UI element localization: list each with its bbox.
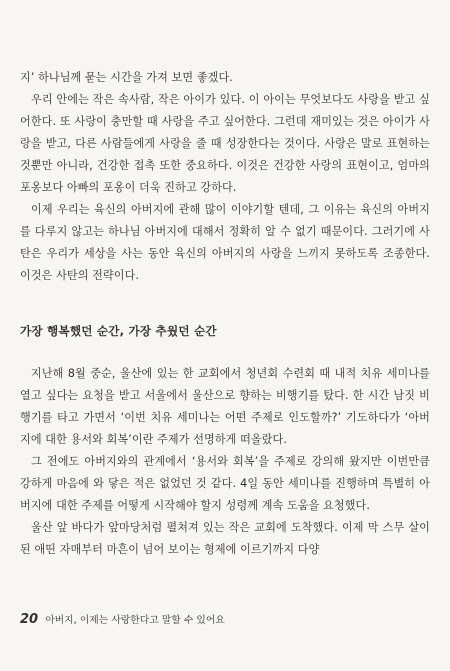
page-footer (20, 612, 225, 629)
paragraph: 울산 앞 바다가 앞마당처럼 펼쳐져 있는 작은 교회에 도착했다. 이제 막 스무 살이 된 애띤 자매부터 마흔이 넘어 보이는 형제에 이르기까지 다양 (20, 521, 430, 556)
paragraph: 이제 우리는 육신의 아버지에 관해 많이 이야기할 텐데, 그 이유는 육신의 아버지를 다루지 않고는 하나님 아버지에 대해서 정확히 알 수 없기 때문이다. 그러기에 사탄은 우리가 세상을 사는 동안 육신의 아버지의 사랑을 느끼지 못하도록 조종한다. 이것은 사탄의 전략이다. (20, 203, 430, 282)
paragraph-continued: 지’ 하나님께 묻는 시간을 가져 보면 좋겠다. (20, 71, 233, 84)
page-number: 20 (20, 612, 39, 627)
section-heading: 가장 행복했던 순간, 가장 추웠던 순간 (20, 324, 217, 338)
text-block-top (20, 67, 430, 287)
paragraph: 그 전에도 아버지와의 관계에서 ‘용서와 회복’을 주제로 강의해 왔지만 이번만큼 강하게 마음에 와 닿은 적은 없었던 것 같다. 4일 동안 세미나를 진행하며 특별히 아버지에 대한 주제를 어떻게 시작해야 할지 성령께 계속 도움을 요청했다. (20, 455, 430, 512)
running-title: 아버지, 이제는 사랑한다고 말할 수 있어요 (45, 615, 225, 626)
text-block-bottom (20, 363, 430, 561)
paragraph: 지난해 8월 중순, 울산에 있는 한 교회에서 청년회 수련회 때 내적 치유 세미나를 열고 싶다는 요청을 받고 서울에서 울산으로 향하는 비행기를 탔다. 한 시간 남짓 비행기를 타고 가면서 ‘이번 치유 세미나는 어떤 주제로 인도할까?’ 기도하다가 ‘아버지에 대한 용서와 회복’이란 주제가 선명하게 떠올랐다. (20, 367, 430, 446)
paragraph: 우리 안에는 작은 속사람, 작은 아이가 있다. 이 아이는 무엇보다도 사랑을 받고 싶어한다. 또 사랑이 충만할 때 사랑을 주고 싶어한다. 그런데 재미있는 것은 아이가 사랑을 받고, 다른 사람들에게 사랑을 줄 때 성장한다는 것이다. 사랑은 말로 표현하는 것뿐만 아니라, 건강한 접촉 또한 중요하다. 이것은 건강한 사랑의 표현이고, 엄마의 포옹보다 아빠의 포옹이 더욱 진하고 강하다. (20, 93, 430, 194)
